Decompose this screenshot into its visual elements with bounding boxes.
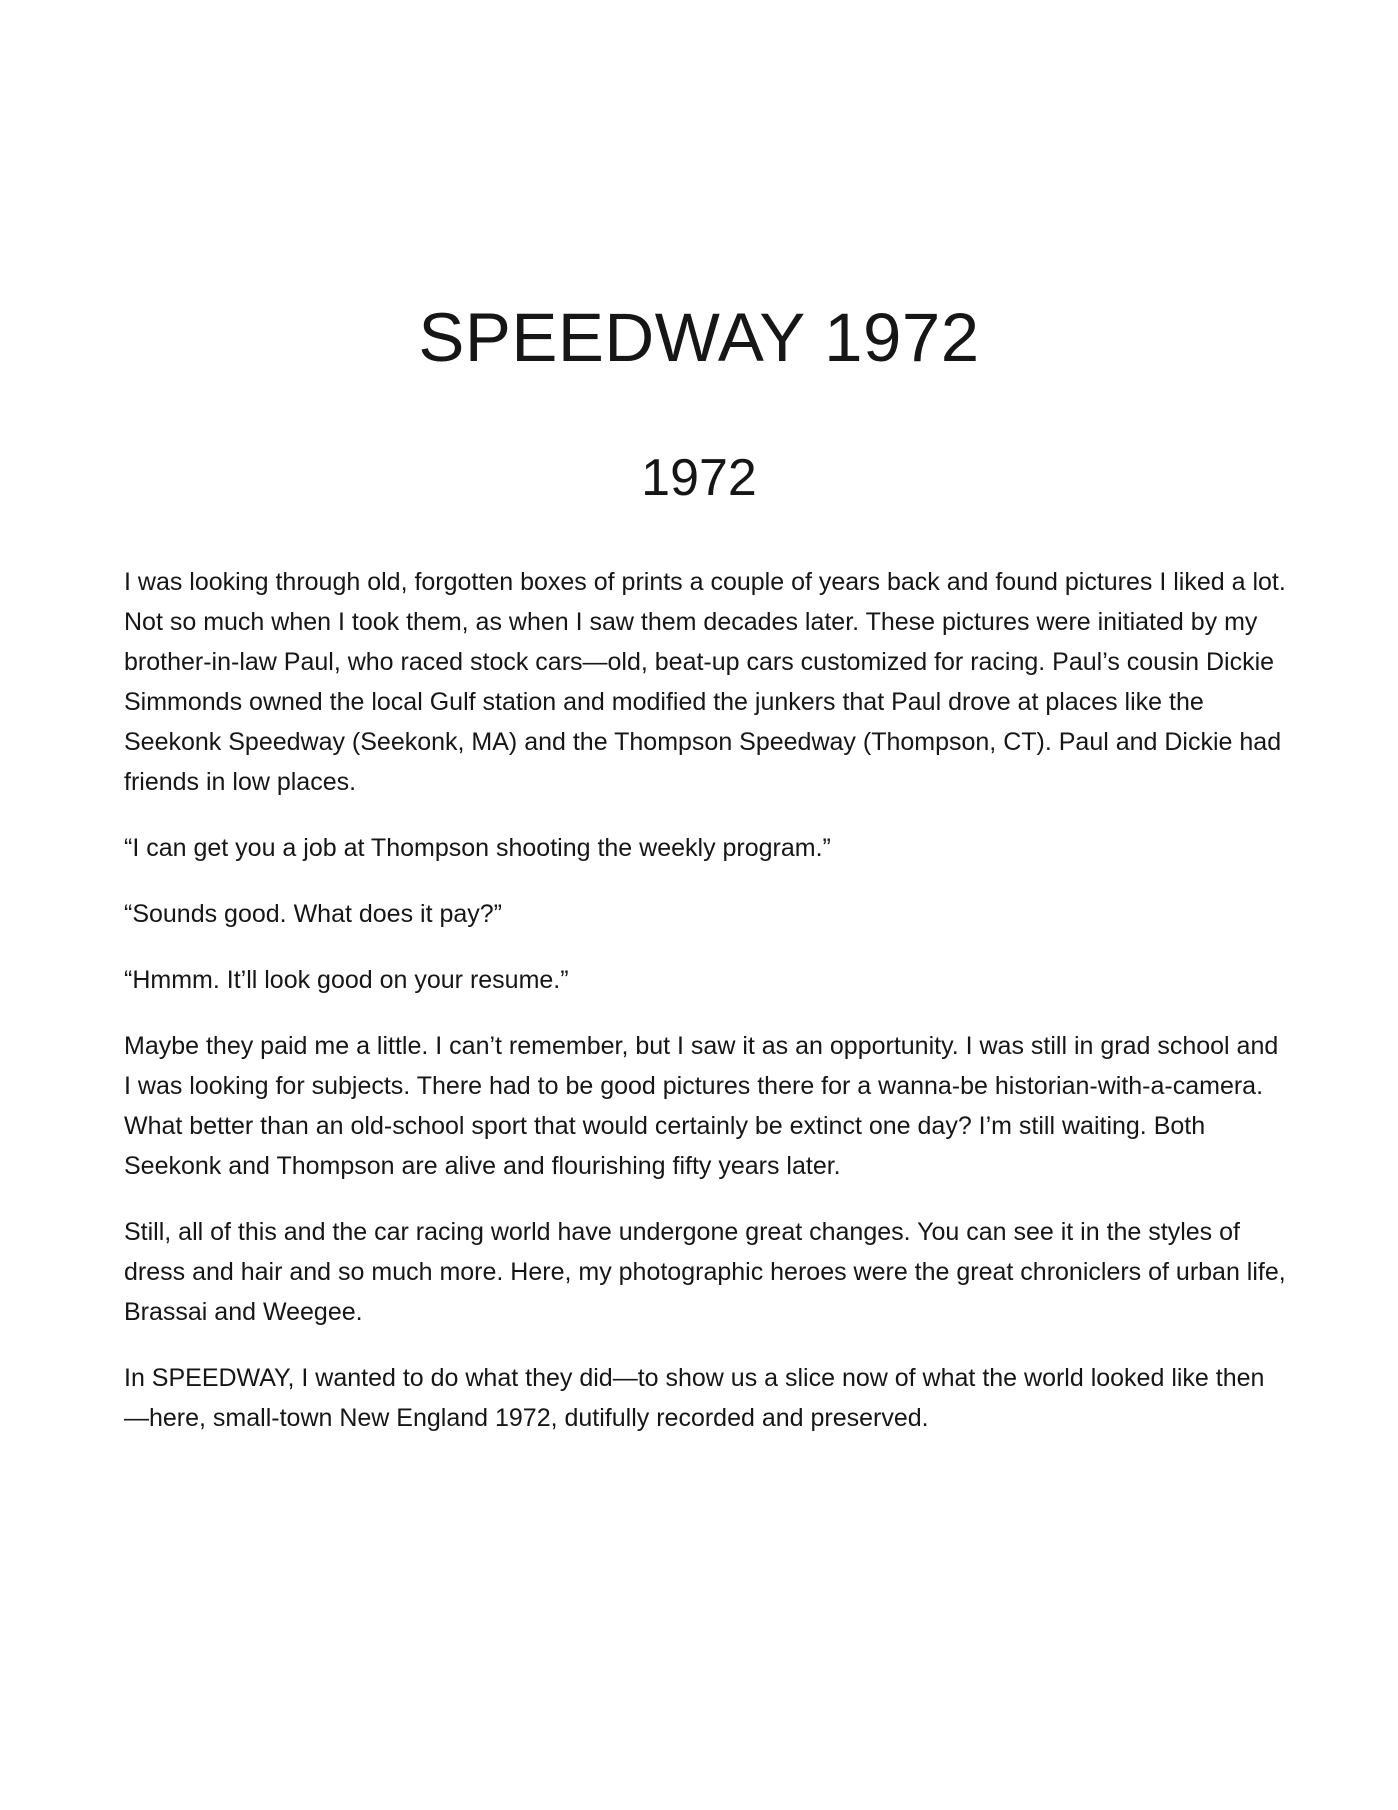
page-subtitle: 1972 xyxy=(641,449,757,507)
paragraph-quote-job-offer: “I can get you a job at Thompson shooting the weekly program.” xyxy=(124,834,831,862)
paragraph-intro: I was looking through old, forgotten boxes of prints a couple of years back and found pictures I liked a lot. Not so much when I took them, as when I saw them decades later. These pictures were initiated by my brother-in-law Paul, who raced stock cars—old, beat-up cars customized for racing. Paul’s cousin Dickie Simmonds owned the local Gulf station and modified the junkers that Paul drove at places like the Seekonk Speedway (Seekonk, MA) and the Thompson Speedway (Thompson, CT). Paul and Dickie had friends in low places. xyxy=(124,568,1286,796)
paragraph-quote-pay: “Sounds good. What does it pay?” xyxy=(124,900,503,928)
paragraph-quote-resume: “Hmmm. It’ll look good on your resume.” xyxy=(124,966,569,994)
paragraph-closing: In SPEEDWAY, I wanted to do what they did—to show us a slice now of what the world looked like then—here, small-town New England 1972, dutifully recorded and preserved. xyxy=(124,1364,1265,1432)
page-title: SPEEDWAY 1972 xyxy=(418,299,980,376)
paragraph-changes: Still, all of this and the car racing world have undergone great changes. You can see it in the styles of dress and hair and so much more. Here, my photographic heroes were the great chroniclers of urban life, Brassai and Weegee. xyxy=(124,1218,1286,1326)
paragraph-opportunity: Maybe they paid me a little. I can’t remember, but I saw it as an opportunity. I was still in grad school and I was looking for subjects. There had to be good pictures there for a wanna-be historian-with-a-camera. What better than an old-school sport that would certainly be extinct one day? I’m still waiting. Both Seekonk and Thompson are alive and flourishing fifty years later. xyxy=(124,1032,1279,1180)
body-text xyxy=(124,562,1286,1464)
